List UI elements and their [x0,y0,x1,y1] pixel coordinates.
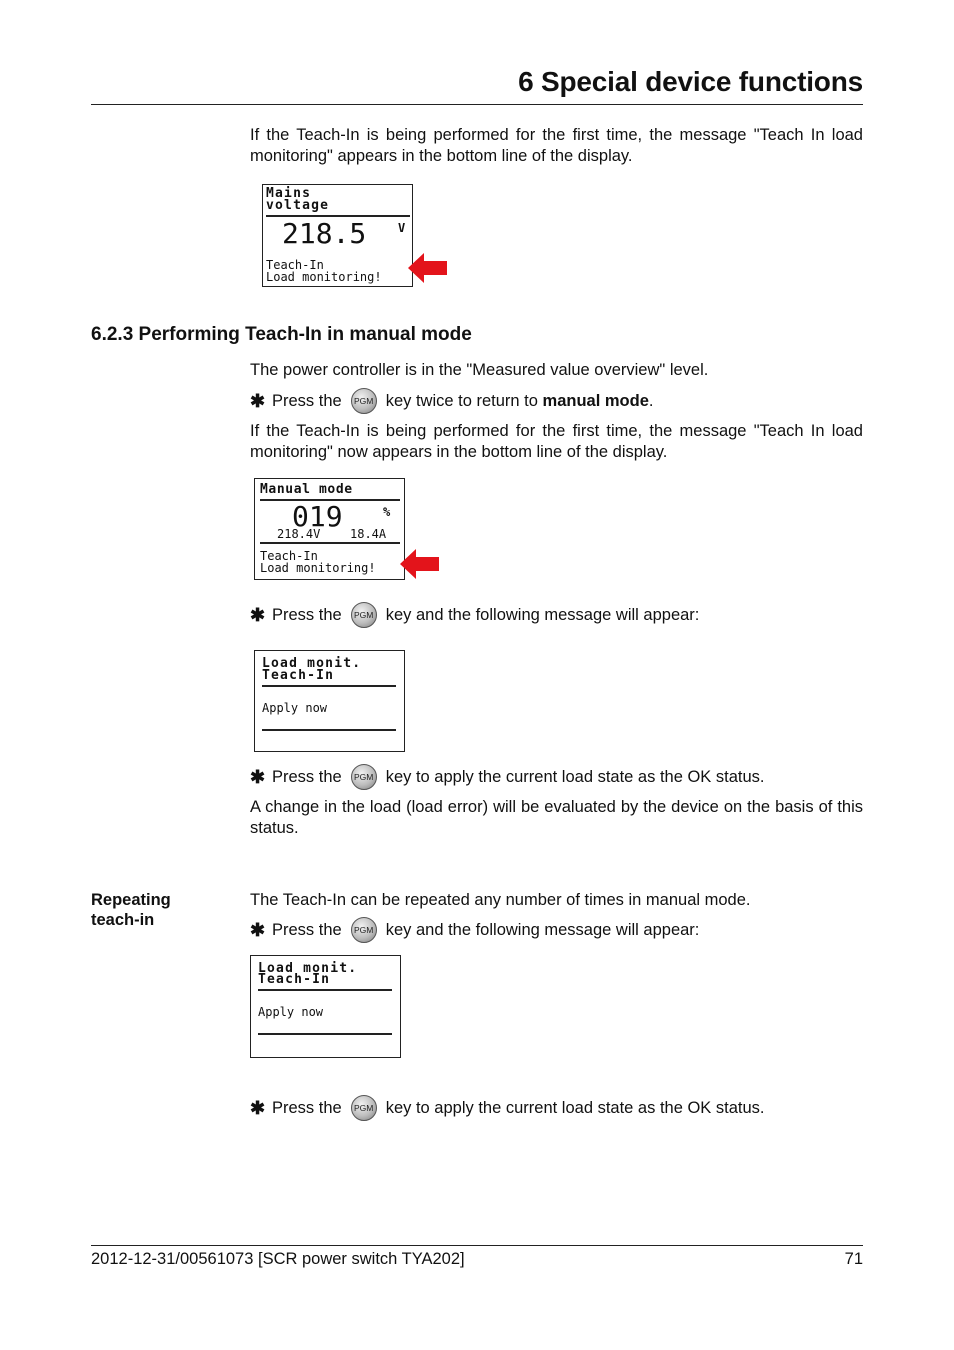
step-1 [250,388,653,414]
display-bottom1: Teach-In [260,549,318,563]
step-5 [250,1095,765,1121]
display-load-monit [254,650,405,752]
step-4 [250,917,699,943]
repeat-paragraph: The Teach-In can be repeated any number of times in manual mode. [250,891,751,909]
step-text-bold: manual mode [542,392,649,410]
display-bottom1: Teach-In [266,258,324,272]
side-label-line2: teach-in [91,911,155,929]
step-text-end: . [648,392,654,410]
step-text-pre: Press the [272,921,342,939]
display-body: Apply now [262,701,328,715]
pgm-key-icon: PGM [351,602,377,628]
display-divider [258,989,392,991]
display-value: 218.5 [282,217,367,250]
step-text-pre: Press the [272,1099,342,1117]
side-label [91,890,231,930]
bullet-star-icon: ✱ [250,1098,266,1118]
section-title: Performing Teach-In in manual mode [138,324,472,345]
display-line2: Teach-In [258,972,331,987]
footer-doc: 2012-12-31/00561073 [SCR power switch TYA202] [91,1250,465,1268]
display-mains-voltage [262,184,413,287]
display-current: 18.4A [350,527,387,541]
intro-paragraph: If the Teach-In is being performed for the first time, the message "Teach In load monitoring" appears in the bottom line of the display. [250,126,863,165]
display-manual-mode [254,478,405,580]
red-arrow-icon [406,250,448,286]
display-divider-2 [258,1033,392,1035]
pgm-key-icon: PGM [351,764,377,790]
display-line1: Load monit. [262,656,362,671]
display-bottom2: Load monitoring! [266,270,382,284]
pgm-key-icon: PGM [351,917,377,943]
bullet-star-icon: ✱ [250,391,266,411]
step-text-pre: Press the [272,768,342,786]
page-number: 71 [844,1250,863,1268]
step-text-post: key to apply the current load state as the OK status. [385,768,765,786]
section-heading [91,324,472,346]
bullet-star-icon: ✱ [250,767,266,787]
footer-rule [91,1245,863,1246]
pgm-key-icon: PGM [351,1095,377,1121]
display-divider [262,685,396,687]
pgm-key-icon: PGM [351,388,377,414]
step-text-post: key to apply the current load state as the OK status. [385,1099,765,1117]
display-divider-2 [262,729,396,731]
step-text-post: key twice to return to [385,392,538,410]
display-body: Apply now [258,1005,324,1019]
section-number: 6.2.3 [91,324,134,345]
step-3 [250,764,765,790]
display-bottom2: Load monitoring! [260,561,376,575]
step-text-post: key and the following message will appear: [385,921,700,939]
display-unit: % [383,505,391,519]
display-line1: Mains [266,186,312,201]
display-line2: voltage [266,198,330,213]
footer [91,1250,863,1269]
display-unit: V [398,221,406,235]
step-2 [250,602,699,628]
display-divider-2 [260,542,400,544]
display-title: Manual mode [260,482,353,497]
step-text-pre: Press the [272,606,342,624]
header-rule [91,104,863,105]
paragraph-2: If the Teach-In is being performed for the first time, the message "Teach In load monitoring" now appears in the bottom line of the display. [250,422,863,461]
page-title: 6 Special device functions [518,66,863,97]
display-line2: Teach-In [262,668,335,683]
display-line1: Load monit. [258,961,358,976]
display-value: 019 [292,500,343,533]
step-text-pre: Press the [272,392,342,410]
bullet-star-icon: ✱ [250,920,266,940]
display-voltage: 218.4V [277,527,321,541]
bullet-star-icon: ✱ [250,605,266,625]
red-arrow-icon [398,546,440,582]
side-label-line1: Repeating [91,891,171,909]
display-load-monit-repeat [250,955,401,1058]
level-paragraph: The power controller is in the "Measured value overview" level. [250,361,709,379]
step-text-post: key and the following message will appear: [385,606,700,624]
paragraph-3: A change in the load (load error) will be evaluated by the device on the basis of this status. [250,798,863,837]
